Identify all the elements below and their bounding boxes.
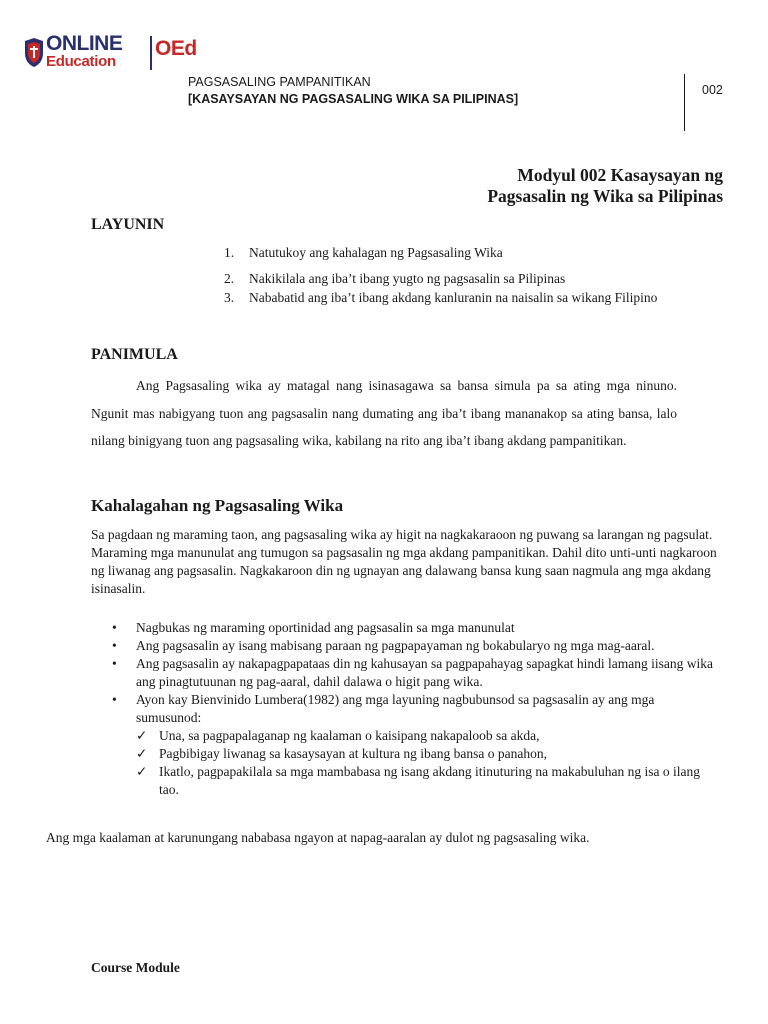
objective-number: 1.	[224, 245, 235, 260]
objective-text: Nakikilala ang iba’t ibang yugto ng pagsasalin sa Pilipinas	[249, 271, 566, 286]
header-divider	[684, 74, 685, 131]
intro-paragraph: Ang Pagsasaling wika ay matagal nang isinasagawa sa bansa simula pa sa ating mga ninuno. Ngunit mas nabigyang tuon ang pagsasalin nang dumating ang iba’t ibang mananakop sa ating bansa, lalo nilang binigyang tuon ang pagsasaling wika, kabilang na rito ang iba’t ibang akdang pampanitikan.	[91, 378, 677, 448]
bullet-icon: •	[112, 692, 117, 707]
bullet-icon: •	[112, 620, 117, 635]
logo-online-text: ONLINE	[46, 32, 123, 55]
objectives-list	[224, 244, 694, 306]
objective-item	[224, 270, 694, 287]
objective-item	[224, 244, 694, 261]
bullet-item	[110, 655, 720, 691]
objective-item	[224, 289, 694, 306]
header-subject: PAGSASALING PAMPANITIKAN	[188, 75, 371, 89]
importance-paragraph: Sa pagdaan ng maraming taon, ang pagsasaling wika ay higit na nagkakaraoon ng puwang sa larangan ng pagsulat. Maraming mga manunulat ang tumugon sa pagsasalin ng mga akdang pampanitikan. Dahil dito unti-unti nagkaroon ng liwanag ang pagsasalin. Nagkakaroon din ng ugnayan ang dalawang bansa kung saan nagmula ang mga akdang isinasalin.	[91, 527, 717, 596]
importance-bullet-list	[110, 619, 720, 799]
checkmark-icon: ✓	[136, 746, 148, 761]
objective-number: 2.	[224, 271, 235, 286]
module-title-line1: Modyul 002 Kasaysayan ng	[517, 165, 723, 185]
header-topic: [KASAYSAYAN NG PAGSASALING WIKA SA PILIPINAS]	[188, 92, 519, 106]
bullet-text: Ang pagsasalin ay nakapagpapataas din ng kahusayan sa pagpapahayag sapagkat hindi lamang iisang wika ang pinagtutuunan ng pag-aaral, dahil dalawa o higit pang wika.	[136, 656, 713, 689]
check-text: Una, sa pagpapalaganap ng kaalaman o kaisipang nakapaloob sa akda,	[159, 728, 540, 743]
check-item	[136, 727, 720, 745]
objective-text: Natutukoy ang kahalagan ng Pagsasaling Wika	[249, 245, 503, 260]
checkmark-icon: ✓	[136, 764, 148, 779]
checklist	[136, 727, 720, 799]
importance-heading: Kahalagahan ng Pagsasaling Wika	[91, 496, 344, 515]
module-title	[487, 165, 723, 207]
bullet-item	[110, 691, 720, 799]
objective-number: 3.	[224, 290, 235, 305]
bullet-text: Nagbukas ng maraming oportinidad ang pagsasalin sa mga manunulat	[136, 620, 515, 635]
intro-heading: PANIMULA	[91, 346, 178, 363]
bullet-text: Ayon kay Bienvinido Lumbera(1982) ang mga layuning nagbubunsod sa pagsasalin ay ang mga sumusunod:	[136, 692, 655, 725]
logo-divider	[150, 36, 152, 70]
objectives-heading: LAYUNIN	[91, 216, 165, 233]
objective-text: Nababatid ang iba’t ibang akdang kanluranin na naisalin sa wikang Filipino	[249, 290, 658, 305]
bullet-item	[110, 619, 720, 637]
bullet-icon: •	[112, 656, 117, 671]
module-title-line2: Pagsasalin ng Wika sa Pilipinas	[487, 186, 723, 206]
closing-paragraph: Ang mga kaalaman at karunungang nababasa ngayon at napag-aaralan ay dulot ng pagsasaling wika.	[46, 830, 590, 845]
bullet-item	[110, 637, 720, 655]
logo-education-text: Education	[46, 53, 116, 70]
footer-label: Course Module	[91, 960, 180, 975]
check-item	[136, 763, 720, 799]
header-page-number: 002	[702, 83, 723, 97]
bullet-text: Ang pagsasalin ay isang mabisang paraan ng pagpapayaman ng bokabularyo ng mga mag-aaral.	[136, 638, 655, 653]
check-item	[136, 745, 720, 763]
check-text: Ikatlo, pagpapakilala sa mga mambabasa ng isang akdang itinuturing na makabuluhan ng isa o ilang tao.	[159, 764, 700, 797]
online-education-logo	[24, 32, 197, 76]
checkmark-icon: ✓	[136, 728, 148, 743]
logo-oed-text: OEd	[155, 37, 197, 60]
bullet-icon: •	[112, 638, 117, 653]
shield-icon	[24, 38, 44, 68]
check-text: Pagbibigay liwanag sa kasaysayan at kultura ng ibang bansa o panahon,	[159, 746, 548, 761]
